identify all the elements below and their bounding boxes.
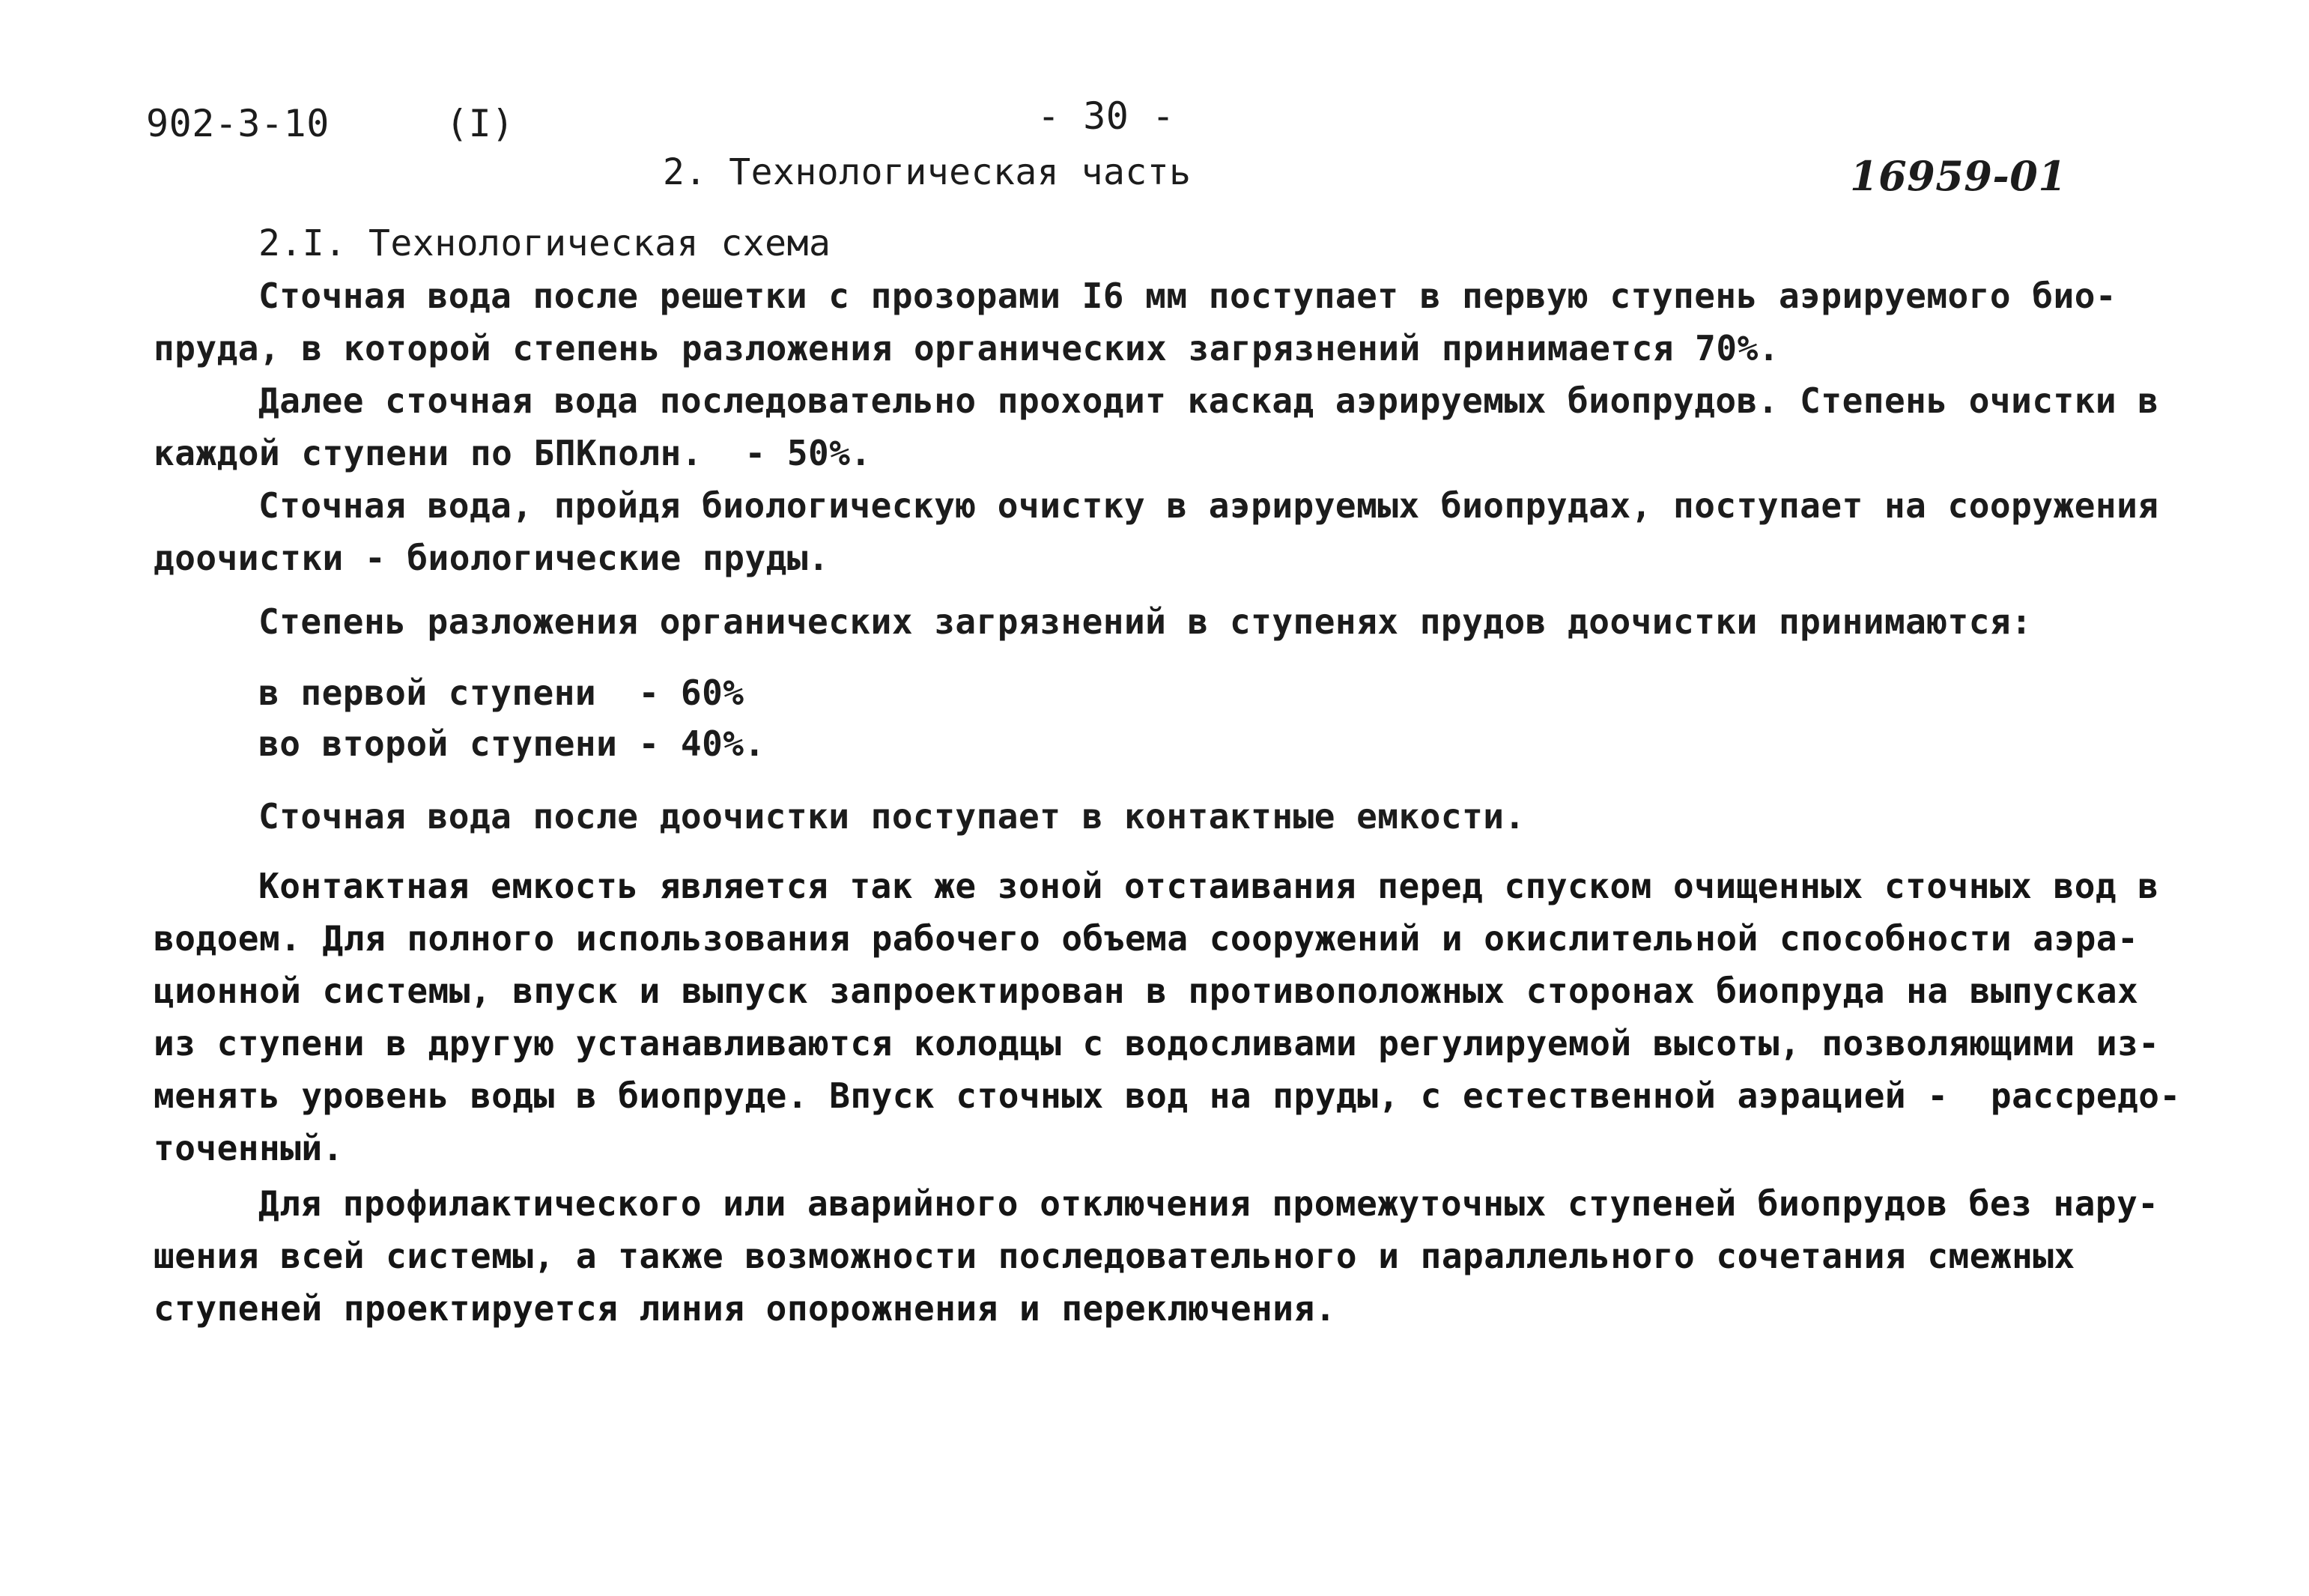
document-code: 902-3-10	[146, 102, 330, 145]
paragraph-line: каждой ступени по БПКполн. - 50%.	[154, 433, 872, 473]
paragraph-line: Сточная вода, пройдя биологическую очистку в аэрируемых биопрудах, поступает на сооружения	[258, 485, 2159, 526]
paragraph-line: менять уровень воды в биопруде. Впуск сточных вод на пруды, с естественной аэрацией - рассредо-	[154, 1075, 2181, 1116]
paragraph-line: шения всей системы, а также возможности последовательного и параллельного сочетания смежных	[154, 1236, 2075, 1276]
paragraph-line: ступеней проектируется линия опорожнения и переключения.	[154, 1288, 1336, 1329]
paragraph-line: Для профилактического или аварийного отключения промежуточных ступеней биопрудов без нару-	[258, 1183, 2159, 1224]
paragraph-line: Далее сточная вода последовательно проходит каскад аэрируемых биопрудов. Степень очистки в	[258, 380, 2159, 421]
paragraph-line: Контактная емкость является так же зоной отстаивания перед спуском очищенных сточных вод в	[258, 866, 2159, 906]
paragraph-line: водоем. Для полного использования рабочего объема сооружений и окислительной способности аэра-	[154, 918, 2139, 959]
paragraph-line: ционной системы, впуск и выпуск запроектирован в противоположных сторонах биопруда на выпусках	[154, 971, 2139, 1011]
paragraph-line: пруда, в которой степень разложения органических загрязнений принимается 70%.	[154, 328, 1779, 368]
document-part: (I)	[446, 102, 515, 145]
paragraph-line: Сточная вода после доочистки поступает в контактные емкости.	[258, 796, 1526, 837]
subsection-title: 2.I. Технологическая схема	[258, 222, 831, 264]
archive-number: 16959-01	[1850, 152, 2067, 200]
paragraph-line: Степень разложения органических загрязнений в ступенях прудов доочистки принимаются:	[258, 601, 2033, 642]
paragraph-line: из ступени в другую устанавливаются колодцы с водосливами регулируемой высоты, позволяющими из-	[154, 1023, 2160, 1064]
paragraph-line: Сточная вода после решетки с прозорами I6 мм поступает в первую ступень аэрируемого био-	[258, 276, 2117, 316]
section-title: 2. Технологическая часть	[663, 151, 1192, 193]
paragraph-line: доочистки - биологические пруды.	[154, 538, 830, 578]
list-item: во второй ступени - 40%.	[258, 723, 765, 764]
list-item: в первой ступени - 60%	[258, 673, 744, 713]
page-number: - 30 -	[1037, 94, 1175, 138]
paragraph-line: точенный.	[154, 1128, 344, 1168]
